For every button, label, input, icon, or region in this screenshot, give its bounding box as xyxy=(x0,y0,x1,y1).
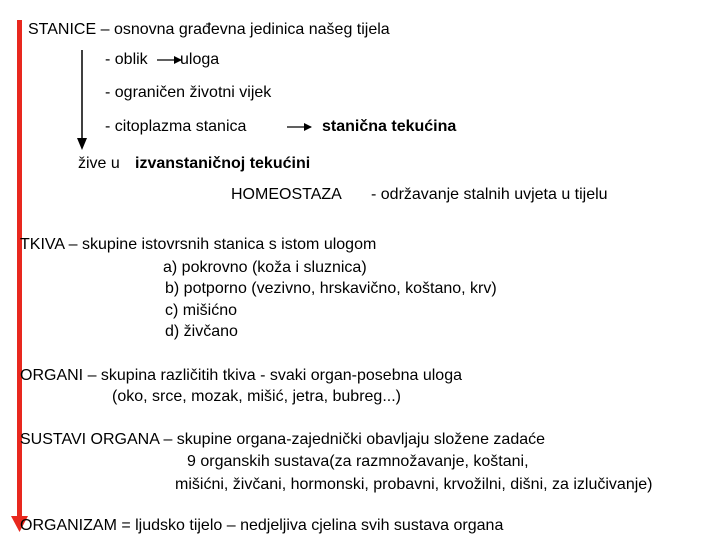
prop-oblik: - oblik xyxy=(105,51,148,68)
zive-u-prefix: žive u xyxy=(78,155,120,172)
red-down-arrow xyxy=(11,20,28,532)
sustavi-line2: 9 organskih sustava(za razmnožavanje, koštani, xyxy=(187,453,529,470)
prop-citoplazma: - citoplazma stanica xyxy=(105,118,247,135)
slide-title: STANICE – osnovna građevna jedinica našeg tijela xyxy=(28,21,390,38)
black-down-arrow xyxy=(77,50,87,150)
tkiva-item: c) mišićno xyxy=(165,302,238,319)
organi-examples: (oko, srce, mozak, mišić, jetra, bubreg...) xyxy=(112,388,401,405)
tkiva-item: b) potporno (vezivno, hrskavično, koštano, krv) xyxy=(165,280,497,297)
organizam-line: ORGANIZAM = ljudsko tijelo – nedjeljiva cjelina svih sustava organa xyxy=(20,517,504,534)
stanicna-tekucina: stanična tekućina xyxy=(322,118,457,135)
tkiva-heading: TKIVA – skupine istovrsnih stanica s istom ulogom xyxy=(20,236,377,253)
sustavi-line3: mišićni, živčani, hormonski, probavni, krvožilni, dišni, za izlučivanje) xyxy=(175,476,653,493)
izvanstanicna-tekucina: izvanstaničnoj tekućini xyxy=(135,155,311,172)
organi-heading: ORGANI – skupina različitih tkiva - svaki organ-posebna uloga xyxy=(20,367,462,384)
tkiva-item: d) živčano xyxy=(165,323,238,340)
homeostaza-term: HOMEOSTAZA xyxy=(231,186,342,203)
homeostaza-definition: - održavanje stalnih uvjeta u tijelu xyxy=(371,186,608,203)
prop-uloga: uloga xyxy=(180,51,220,68)
prop-vijek: - ograničen životni vijek xyxy=(105,84,272,101)
tkiva-item: a) pokrovno (koža i sluznica) xyxy=(163,259,367,276)
sustavi-heading: SUSTAVI ORGANA – skupine organa-zajednički obavljaju složene zadaće xyxy=(20,431,546,448)
